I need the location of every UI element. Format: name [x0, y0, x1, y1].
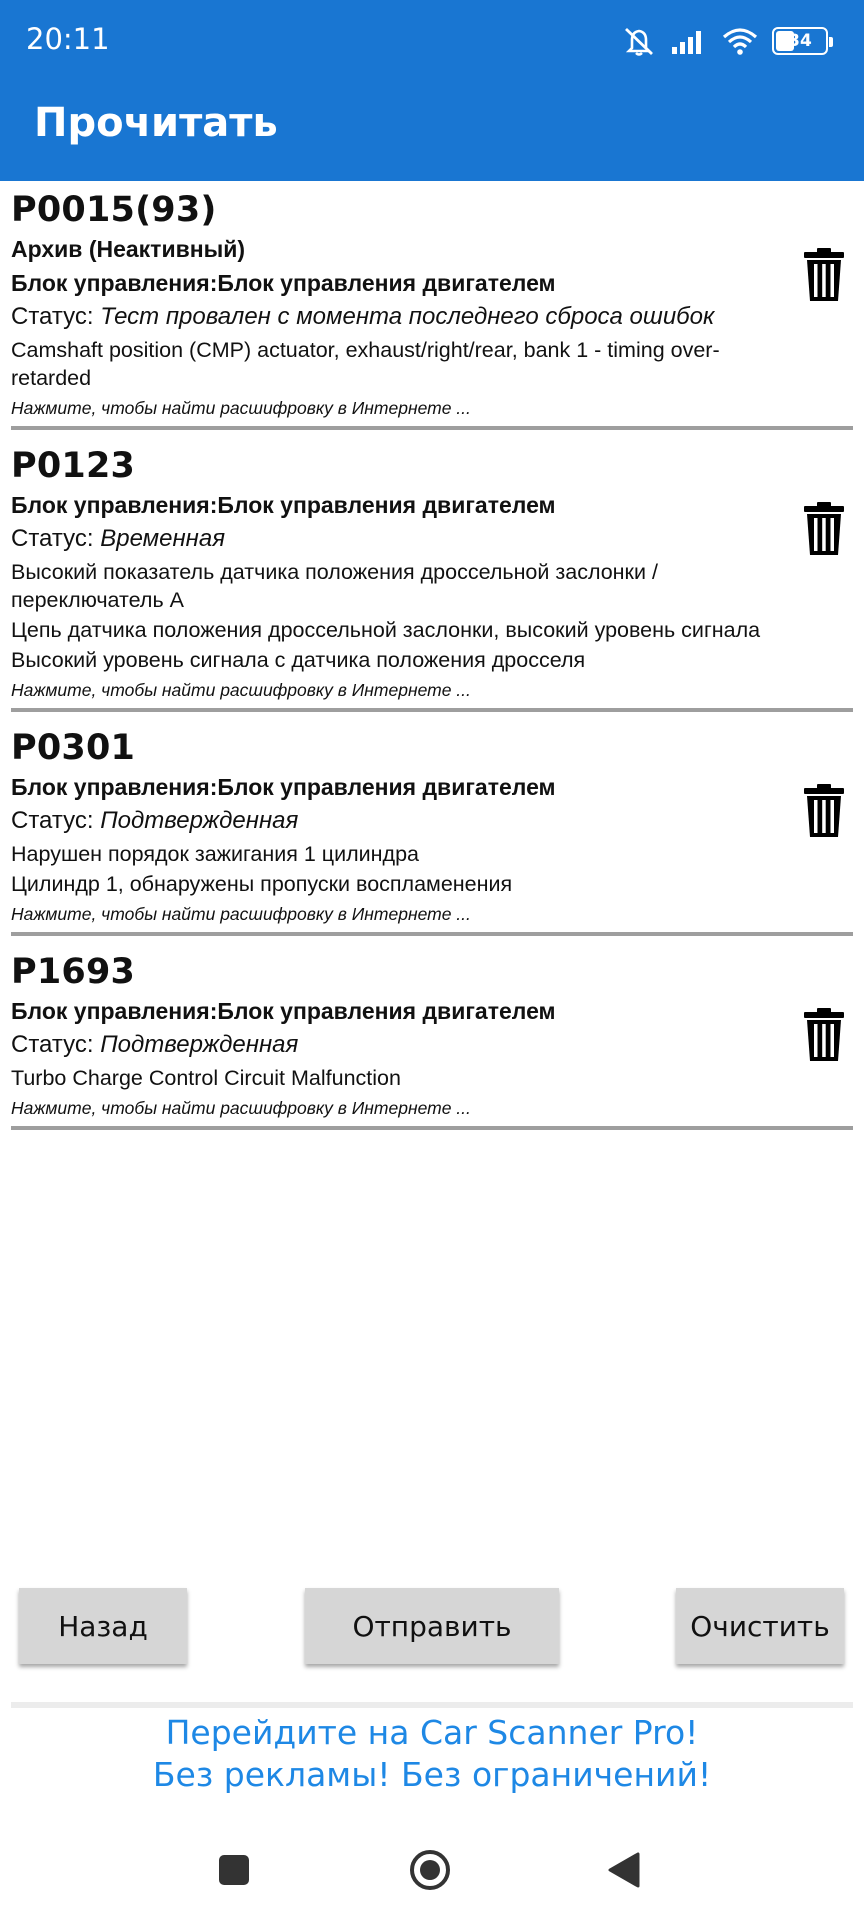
dtc-status	[11, 300, 853, 334]
dtc-status-label: Статус:	[11, 525, 94, 552]
status-icons	[622, 24, 828, 58]
dtc-code: P0301	[11, 728, 136, 768]
dtc-status	[11, 804, 853, 838]
dtc-archive-label: Архив (Неактивный)	[11, 236, 246, 262]
dtc-item[interactable]	[11, 944, 853, 1130]
trash-icon	[803, 248, 845, 302]
back-button[interactable]: Назад	[19, 1588, 187, 1664]
square-icon	[217, 1853, 251, 1887]
dtc-description: Camshaft position (CMP) actuator, exhaust/right/rear, bank 1 - timing over-retarded	[11, 338, 720, 390]
dtc-status-value: Временная	[100, 525, 226, 552]
dtc-status	[11, 1028, 853, 1062]
status-time: 20:11	[26, 22, 110, 56]
wifi-icon	[722, 27, 758, 55]
home-circle-icon	[408, 1848, 452, 1892]
delete-dtc-button[interactable]	[803, 502, 845, 556]
dtc-description: Высокий показатель датчика положения дроссельной заслонки / переключатель A	[11, 560, 658, 612]
trash-icon	[803, 784, 845, 838]
dtc-control-unit: Блок управления:Блок управления двигателем	[11, 998, 556, 1024]
battery-icon	[772, 27, 828, 55]
promo-line-1: Перейдите на Car Scanner Pro!	[165, 1713, 699, 1752]
dtc-control-unit: Блок управления:Блок управления двигателем	[11, 492, 556, 518]
divider	[11, 1702, 853, 1708]
dtc-description: Turbo Charge Control Circuit Malfunction	[11, 1066, 401, 1090]
dtc-status-value: Подтвержденная	[100, 1031, 299, 1058]
dtc-description: Цепь датчика положения дроссельной заслонки, высокий уровень сигнала	[11, 618, 761, 642]
back-triangle-icon	[606, 1851, 642, 1889]
dtc-search-hint[interactable]: Нажмите, чтобы найти расшифровку в Интернете ...	[11, 1098, 471, 1118]
dtc-item[interactable]	[11, 182, 853, 430]
dtc-item[interactable]	[11, 720, 853, 936]
dtc-status-value: Подтвержденная	[100, 807, 299, 834]
dtc-status-label: Статус:	[11, 303, 94, 330]
dtc-status-value: Тест провален с момента последнего сброса ошибок	[100, 303, 715, 330]
trash-icon	[803, 1008, 845, 1062]
dtc-control-unit: Блок управления:Блок управления двигателем	[11, 270, 556, 296]
dtc-description: Высокий уровень сигнала с датчика положения дросселя	[11, 648, 586, 672]
dtc-status-label: Статус:	[11, 1031, 94, 1058]
promo-line-2: Без рекламы! Без ограничений!	[152, 1755, 712, 1794]
dtc-item[interactable]	[11, 438, 853, 712]
app-bar	[0, 0, 864, 181]
dtc-status	[11, 522, 853, 556]
dtc-code: P1693	[11, 952, 136, 992]
delete-dtc-button[interactable]	[803, 248, 845, 302]
dtc-description: Цилиндр 1, обнаружены пропуски воспламенения	[11, 872, 513, 896]
dtc-code: P0015(93)	[11, 190, 217, 230]
battery-level: 34	[788, 31, 812, 51]
dtc-status-label: Статус:	[11, 807, 94, 834]
delete-dtc-button[interactable]	[803, 1008, 845, 1062]
back-nav-button[interactable]	[584, 1830, 664, 1910]
dtc-search-hint[interactable]: Нажмите, чтобы найти расшифровку в Интернете ...	[11, 904, 471, 924]
dtc-list	[11, 182, 853, 1138]
pro-upgrade-banner[interactable]	[0, 1712, 864, 1796]
mute-icon	[622, 26, 656, 56]
delete-dtc-button[interactable]	[803, 784, 845, 838]
status-bar	[0, 0, 864, 80]
page-title: Прочитать	[34, 100, 278, 146]
send-button[interactable]: Отправить	[305, 1588, 559, 1664]
dtc-search-hint[interactable]: Нажмите, чтобы найти расшифровку в Интернете ...	[11, 680, 471, 700]
dtc-search-hint[interactable]: Нажмите, чтобы найти расшифровку в Интернете ...	[11, 398, 471, 418]
clear-button[interactable]: Очистить	[676, 1588, 844, 1664]
dtc-control-unit: Блок управления:Блок управления двигателем	[11, 774, 556, 800]
dtc-description: Нарушен порядок зажигания 1 цилиндра	[11, 842, 420, 866]
trash-icon	[803, 502, 845, 556]
system-nav-bar	[0, 1830, 864, 1910]
signal-icon	[670, 27, 708, 55]
home-button[interactable]	[390, 1830, 470, 1910]
recents-button[interactable]	[194, 1830, 274, 1910]
dtc-code: P0123	[11, 446, 136, 486]
